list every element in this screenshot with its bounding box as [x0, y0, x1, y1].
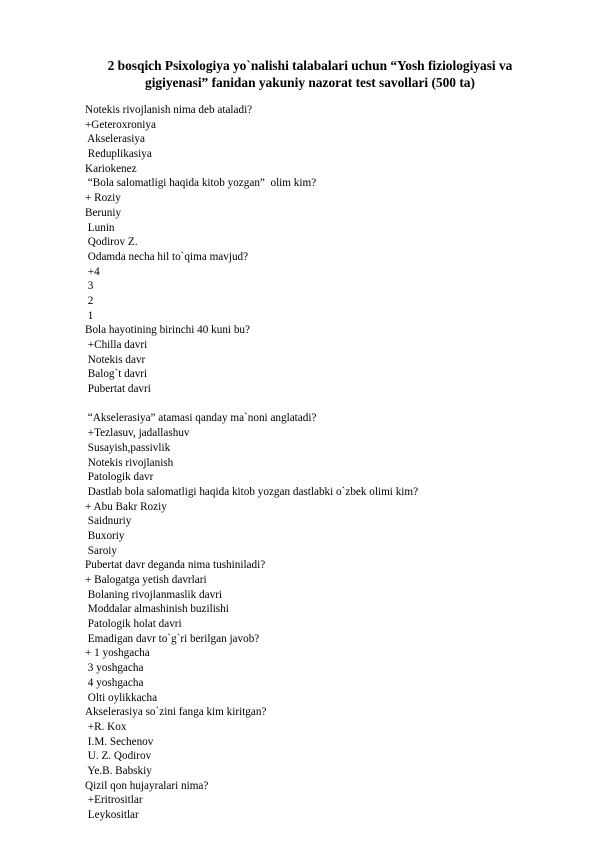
text-line: Patologik davr — [85, 471, 154, 484]
text-line — [85, 397, 555, 412]
text-line: Olti oylikkacha — [85, 691, 158, 704]
text-line: “Bola salomatligi haqida kitob yozgan” olim kim? — [85, 177, 317, 190]
text-line: I.M. Sechenov — [85, 735, 154, 748]
text-line: +Eritrositlar — [85, 794, 143, 807]
text-line: Balog`t davri — [85, 368, 148, 381]
text-line: 2 — [85, 294, 94, 307]
text-line: Notekis rivojlanish — [85, 456, 174, 469]
text-line: Bolaning rivojlanmaslik davri — [85, 588, 223, 601]
text-line: Pubertat davr deganda nima tushiniladi? — [85, 559, 266, 572]
text-line: Reduplikasiya — [85, 148, 152, 161]
text-line: +R. Kox — [85, 720, 127, 733]
text-line: Pubertat davri — [85, 383, 151, 396]
title-line-1: 2 bosqich Psixologiya yo`nalishi talabalari uchun “Yosh fiziologiyasi va — [107, 58, 513, 73]
text-line: Odamda necha hil to`qima mavjud? — [85, 250, 249, 263]
text-line: Qizil qon hujayralari nima? — [85, 779, 209, 792]
text-line: Qodirov Z. — [85, 236, 138, 249]
text-line: Bola hayotining birinchi 40 kuni bu? — [85, 324, 250, 337]
text-line: Leykositlar — [85, 809, 139, 821]
text-line: Beruniy — [85, 206, 122, 219]
text-line: 4 yoshgacha — [85, 676, 144, 689]
text-line: Buxoriy — [85, 529, 125, 542]
text-line: Notekis rivojlanish nima deb ataladi? — [85, 104, 253, 116]
text-line: 3 — [85, 280, 94, 293]
text-line: + Roziy — [85, 192, 121, 205]
text-line: + 1 yoshgacha — [85, 647, 150, 660]
text-line: + Abu Bakr Roziy — [85, 500, 167, 513]
text-line: Notekis davr — [85, 353, 146, 366]
text-line: Kariokenez — [85, 162, 137, 175]
text-line: “Akselerasiya” atamasi qanday ma`noni anglatadi? — [85, 412, 317, 425]
text-line: Akselerasiya — [85, 133, 145, 146]
text-line: Moddalar almashinish buzilishi — [85, 603, 229, 616]
text-line: Ye.B. Babskiy — [85, 764, 152, 777]
text-line: +Geteroxroniya — [85, 118, 156, 131]
text-line: Lunin — [85, 221, 115, 234]
text-line: +4 — [85, 265, 100, 278]
text-line: Emadigan davr to`g`ri berilgan javob? — [85, 632, 260, 645]
text-line: 3 yoshgacha — [85, 662, 144, 675]
text-line: Dastlab bola salomatligi haqida kitob yozgan dastlabki o`zbek olimi kim? — [85, 485, 419, 498]
question-list — [85, 103, 555, 823]
text-line: U. Z. Qodirov — [85, 750, 152, 763]
text-line: Saroiy — [85, 544, 118, 557]
text-line: Saidnuriy — [85, 515, 132, 528]
text-line: Patologik holat davri — [85, 618, 182, 631]
title-line-2: gigiyenasi” fanidan yakuniy nazorat test savollari (500 ta) — [145, 75, 475, 90]
text-line: Susayish,passivlik — [85, 441, 171, 454]
text-line: +Chilla davri — [85, 339, 148, 351]
text-line: + Balogatga yetish davrlari — [85, 574, 207, 586]
text-line: +Tezlasuv, jadallashuv — [85, 427, 190, 440]
text-line: Akselerasiya so`zini fanga kim kiritgan? — [85, 706, 267, 719]
text-line: 1 — [85, 309, 94, 322]
document-title — [100, 57, 520, 91]
